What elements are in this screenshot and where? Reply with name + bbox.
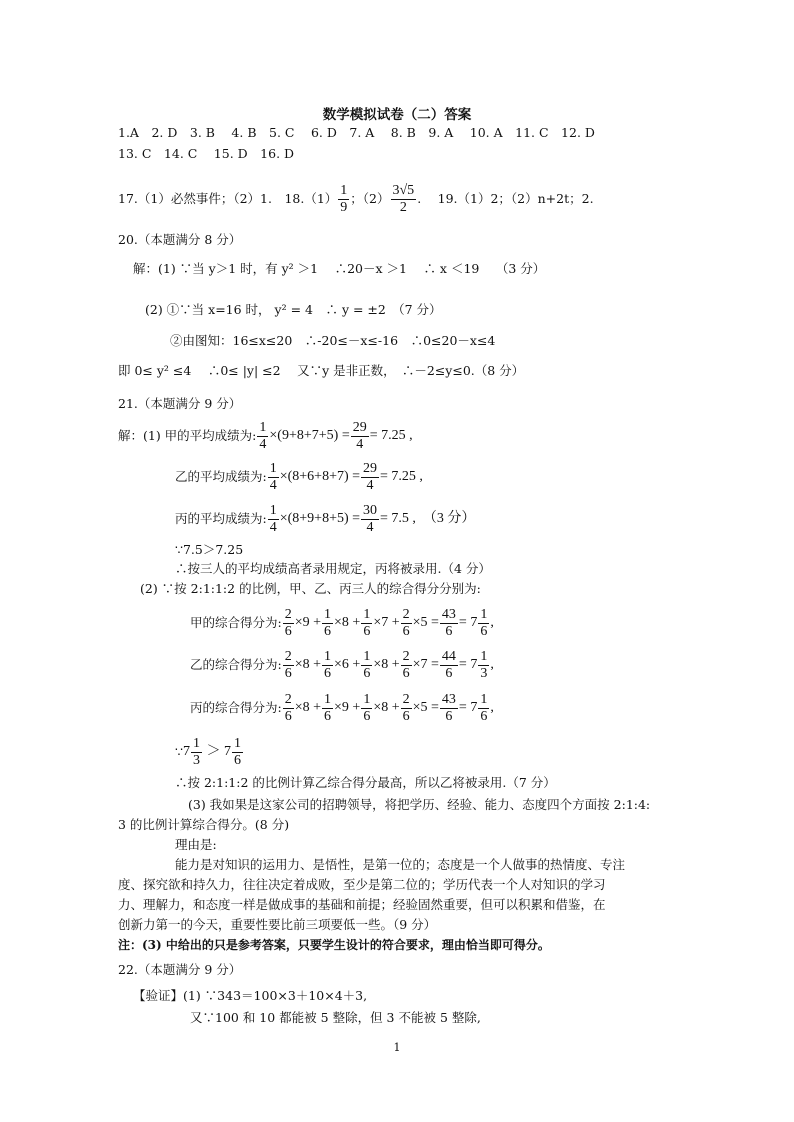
q21-reason-line-1: 能力是对知识的运用力、是悟性，是第一位的；态度是一个人做事的热情度、专注 bbox=[175, 857, 626, 872]
q21-reason-line-4: 创新力第一的今天，重要性要比前三项要低一些。（9 分） bbox=[118, 917, 437, 932]
q21-part3-line-2: 3 的比例计算综合得分。(8 分) bbox=[118, 817, 290, 832]
mc-answers-line-2: 13. C 14. C 15. D 16. D bbox=[118, 146, 295, 161]
q20-line-2: (2) ①∵当 x=16 时， y² = 4 ∴ y = ±2 （7 分） bbox=[145, 302, 442, 317]
q22-header: 22.（本题满分 9 分） bbox=[118, 962, 242, 977]
q22-line-2: 又∵100 和 10 都能被 5 整除，但 3 不能被 5 整除, bbox=[190, 1010, 481, 1025]
q22-line-1: 【验证】(1) ∵343＝100×3＋10×4＋3, bbox=[133, 988, 368, 1003]
q21-jia-average: 解：(1) 甲的平均成绩为: $\frac{1}{4}$ ×(9+8+7+5) = $\frac{29}{4}$ = 7.25 , bbox=[118, 419, 413, 452]
q21-bing-average: 丙的平均成绩为: $\frac{1}{4}$ ×(8+9+8+5) = $\frac{30}{4}$ = 7.5 , （3 分） bbox=[175, 502, 476, 535]
q21-reason-line-2: 度、探究欲和持久力，往往决定着成败，至少是第二位的；学历代表一个人对知识的学习 bbox=[118, 877, 606, 892]
q21-compare-2: ∵ 7 $\frac{1}{3}$ ＞ 7 $\frac{1}{6}$ bbox=[175, 735, 241, 768]
page-number: 1 bbox=[393, 1041, 401, 1054]
q20-line-1: 解：(1) ∵当 y＞1 时，有 y² ＞1 ∴20－x ＞1 ∴ x ＜19 （3 分） bbox=[133, 261, 546, 276]
q21-part3-line-1: (3) 我如果是这家公司的招聘领导，将把学历、经验、能力、态度四个方面按 2:1:4: bbox=[188, 797, 651, 812]
q21-reason-label: 理由是: bbox=[175, 837, 217, 852]
q20-line-4: 即 0≤ y² ≤4 ∴0≤ |y| ≤2 又∵y 是非正数， ∴－2≤y≤0.（8 分） bbox=[118, 363, 525, 378]
page-title: 数学模拟试卷（二）答案 bbox=[322, 107, 472, 123]
q21-bing-composite: 丙的综合得分为: $\frac{2}{6}$ ×8 + $\frac{1}{6}$ ×9 + $\frac{1}{6}$ ×8 + $\frac{2}{6}$ ×5 = $\frac{43}{6}$ = 7 $\frac{1}{6}$ , bbox=[190, 691, 494, 724]
fraction-one-ninth: $\frac{1}{9}$ bbox=[340, 182, 348, 215]
q21-conclusion-1: ∴按三人的平均成绩高者录用规定，丙将被录用.（4 分） bbox=[175, 561, 491, 576]
q21-header: 21.（本题满分 9 分） bbox=[118, 396, 242, 411]
q21-reason-line-3: 力、理解力，和态度一样是做成事的基础和前提；经验固然重要，但可以积累和借鉴，在 bbox=[118, 897, 606, 912]
q20-line-3: ②由图知：16≤x≤20 ∴-20≤－x≤-16 ∴0≤20－x≤4 bbox=[170, 333, 496, 348]
q21-part2-intro: (2) ∵按 2:1:1:2 的比例，甲、乙、丙三人的综合得分分别为: bbox=[140, 581, 481, 596]
mc-answers-line-1: 1.A 2. D 3. B 4. B 5. C 6. D 7. A 8. B 9. A 10. A 11. C 12. D bbox=[118, 125, 595, 140]
q21-yi-average: 乙的平均成绩为: $\frac{1}{4}$ ×(8+6+8+7) = $\frac{29}{4}$ = 7.25 , bbox=[175, 460, 423, 493]
fraction-3sqrt5-over-2: $\frac{3√5}{2}$ bbox=[392, 182, 415, 215]
q21-jia-composite: 甲的综合得分为: $\frac{2}{6}$ ×9 + $\frac{1}{6}$ ×8 + $\frac{1}{6}$ ×7 + $\frac{2}{6}$ ×5 = $\frac{43}{6}$ = 7 $\frac{1}{6}$ , bbox=[190, 606, 494, 639]
q21-yi-composite: 乙的综合得分为: $\frac{2}{6}$ ×8 + $\frac{1}{6}$ ×6 + $\frac{1}{6}$ ×8 + $\frac{2}{6}$ ×7 = $\frac{44}{6}$ = 7 $\frac{1}{3}$ , bbox=[190, 648, 494, 681]
q21-compare-1: ∵7.5＞7.25 bbox=[175, 542, 244, 557]
q21-note: 注：(3) 中给出的只是参考答案，只要学生设计的符合要求，理由恰当即可得分。 bbox=[118, 938, 550, 952]
q21-conclusion-2: ∴按 2:1:1:2 的比例计算乙综合得分最高，所以乙将被录用.（7 分） bbox=[175, 775, 556, 790]
q17-19-answers: 17.（1）必然事件；（2）1. 18.（1） $\frac{1}{9}$ ；（2） $\frac{3√5}{2}$ . 19.（1）2；（2）n+2t；2. bbox=[118, 182, 594, 215]
q20-header: 20.（本题满分 8 分） bbox=[118, 232, 242, 247]
